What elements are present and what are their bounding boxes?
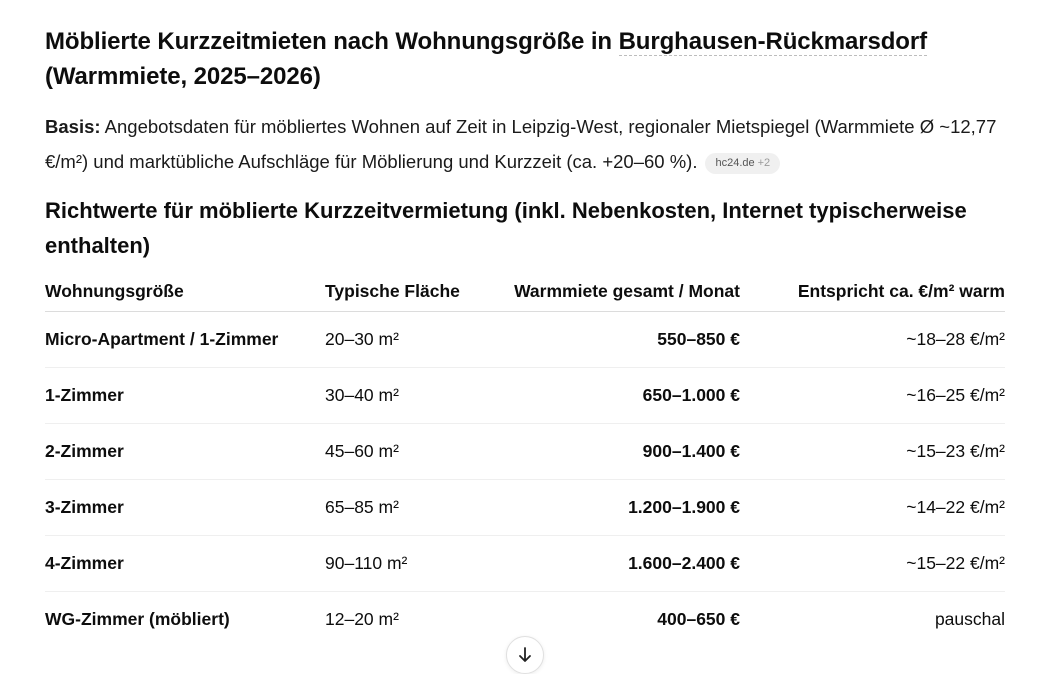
cell-rent: 1.200–1.900 € <box>465 480 740 536</box>
cell-area: 90–110 m² <box>325 536 465 592</box>
table-header-row <box>45 271 1005 312</box>
cell-per-sqm: ~18–28 €/m² <box>740 312 1005 368</box>
title-suffix: (Warmmiete, 2025–2026) <box>45 63 321 90</box>
cell-per-sqm: ~14–22 €/m² <box>740 480 1005 536</box>
cell-area: 30–40 m² <box>325 368 465 424</box>
cell-per-sqm: ~15–22 €/m² <box>740 536 1005 592</box>
table-row <box>45 368 1005 424</box>
header-per-sqm: Entspricht ca. €/m² warm <box>740 271 1005 312</box>
cell-area: 45–60 m² <box>325 424 465 480</box>
basis-text: Angebotsdaten für möbliertes Wohnen auf Zeit in Leipzig-West, regionaler Mietspiegel (Warmmiete Ø ~12,77 €/m²) und marktübliche Aufschläge für Möblierung und Kurzzeit (ca. +20–60 %). <box>45 116 997 172</box>
cell-size: 2-Zimmer <box>45 424 325 480</box>
table-row <box>45 536 1005 592</box>
page-title <box>45 24 1005 94</box>
title-prefix: Möblierte Kurzzeitmieten nach Wohnungsgröße in <box>45 28 619 55</box>
scroll-down-button[interactable] <box>506 636 544 674</box>
table-row <box>45 312 1005 368</box>
arrow-down-icon <box>518 646 532 664</box>
source-chip[interactable] <box>705 153 780 174</box>
table-row <box>45 424 1005 480</box>
cell-per-sqm: ~16–25 €/m² <box>740 368 1005 424</box>
location-link[interactable]: Burghausen-Rückmarsdorf <box>618 28 927 55</box>
rent-table <box>45 271 1005 647</box>
table-row <box>45 480 1005 536</box>
cell-area: 65–85 m² <box>325 480 465 536</box>
cell-area: 20–30 m² <box>325 312 465 368</box>
cell-per-sqm: ~15–23 €/m² <box>740 424 1005 480</box>
source-chip-more: +2 <box>757 157 771 169</box>
cell-rent: 1.600–2.400 € <box>465 536 740 592</box>
header-area: Typische Fläche <box>325 271 465 312</box>
cell-rent: 550–850 € <box>465 312 740 368</box>
cell-size: 4-Zimmer <box>45 536 325 592</box>
cell-size: 1-Zimmer <box>45 368 325 424</box>
cell-size: WG-Zimmer (möbliert) <box>45 609 230 629</box>
basis-label: Basis: <box>45 116 101 137</box>
cell-size: 3-Zimmer <box>45 480 325 536</box>
cell-per-sqm: pauschal <box>934 609 1005 629</box>
cell-rent: 900–1.400 € <box>465 424 740 480</box>
cell-size: Micro-Apartment / 1-Zimmer <box>45 312 325 368</box>
header-size: Wohnungsgröße <box>45 271 325 312</box>
cell-area: 12–20 m² <box>325 609 399 629</box>
section-title: Richtwerte für möblierte Kurzzeitvermietung (inkl. Nebenkosten, Internet typischerweise enthalten) <box>45 198 967 258</box>
cell-rent: 400–650 € <box>657 609 740 629</box>
cell-rent: 650–1.000 € <box>465 368 740 424</box>
basis-paragraph <box>45 109 1005 179</box>
header-rent: Warmmiete gesamt / Monat <box>465 271 740 312</box>
source-chip-label: hc24.de <box>715 157 755 169</box>
answer-content <box>45 0 1005 647</box>
